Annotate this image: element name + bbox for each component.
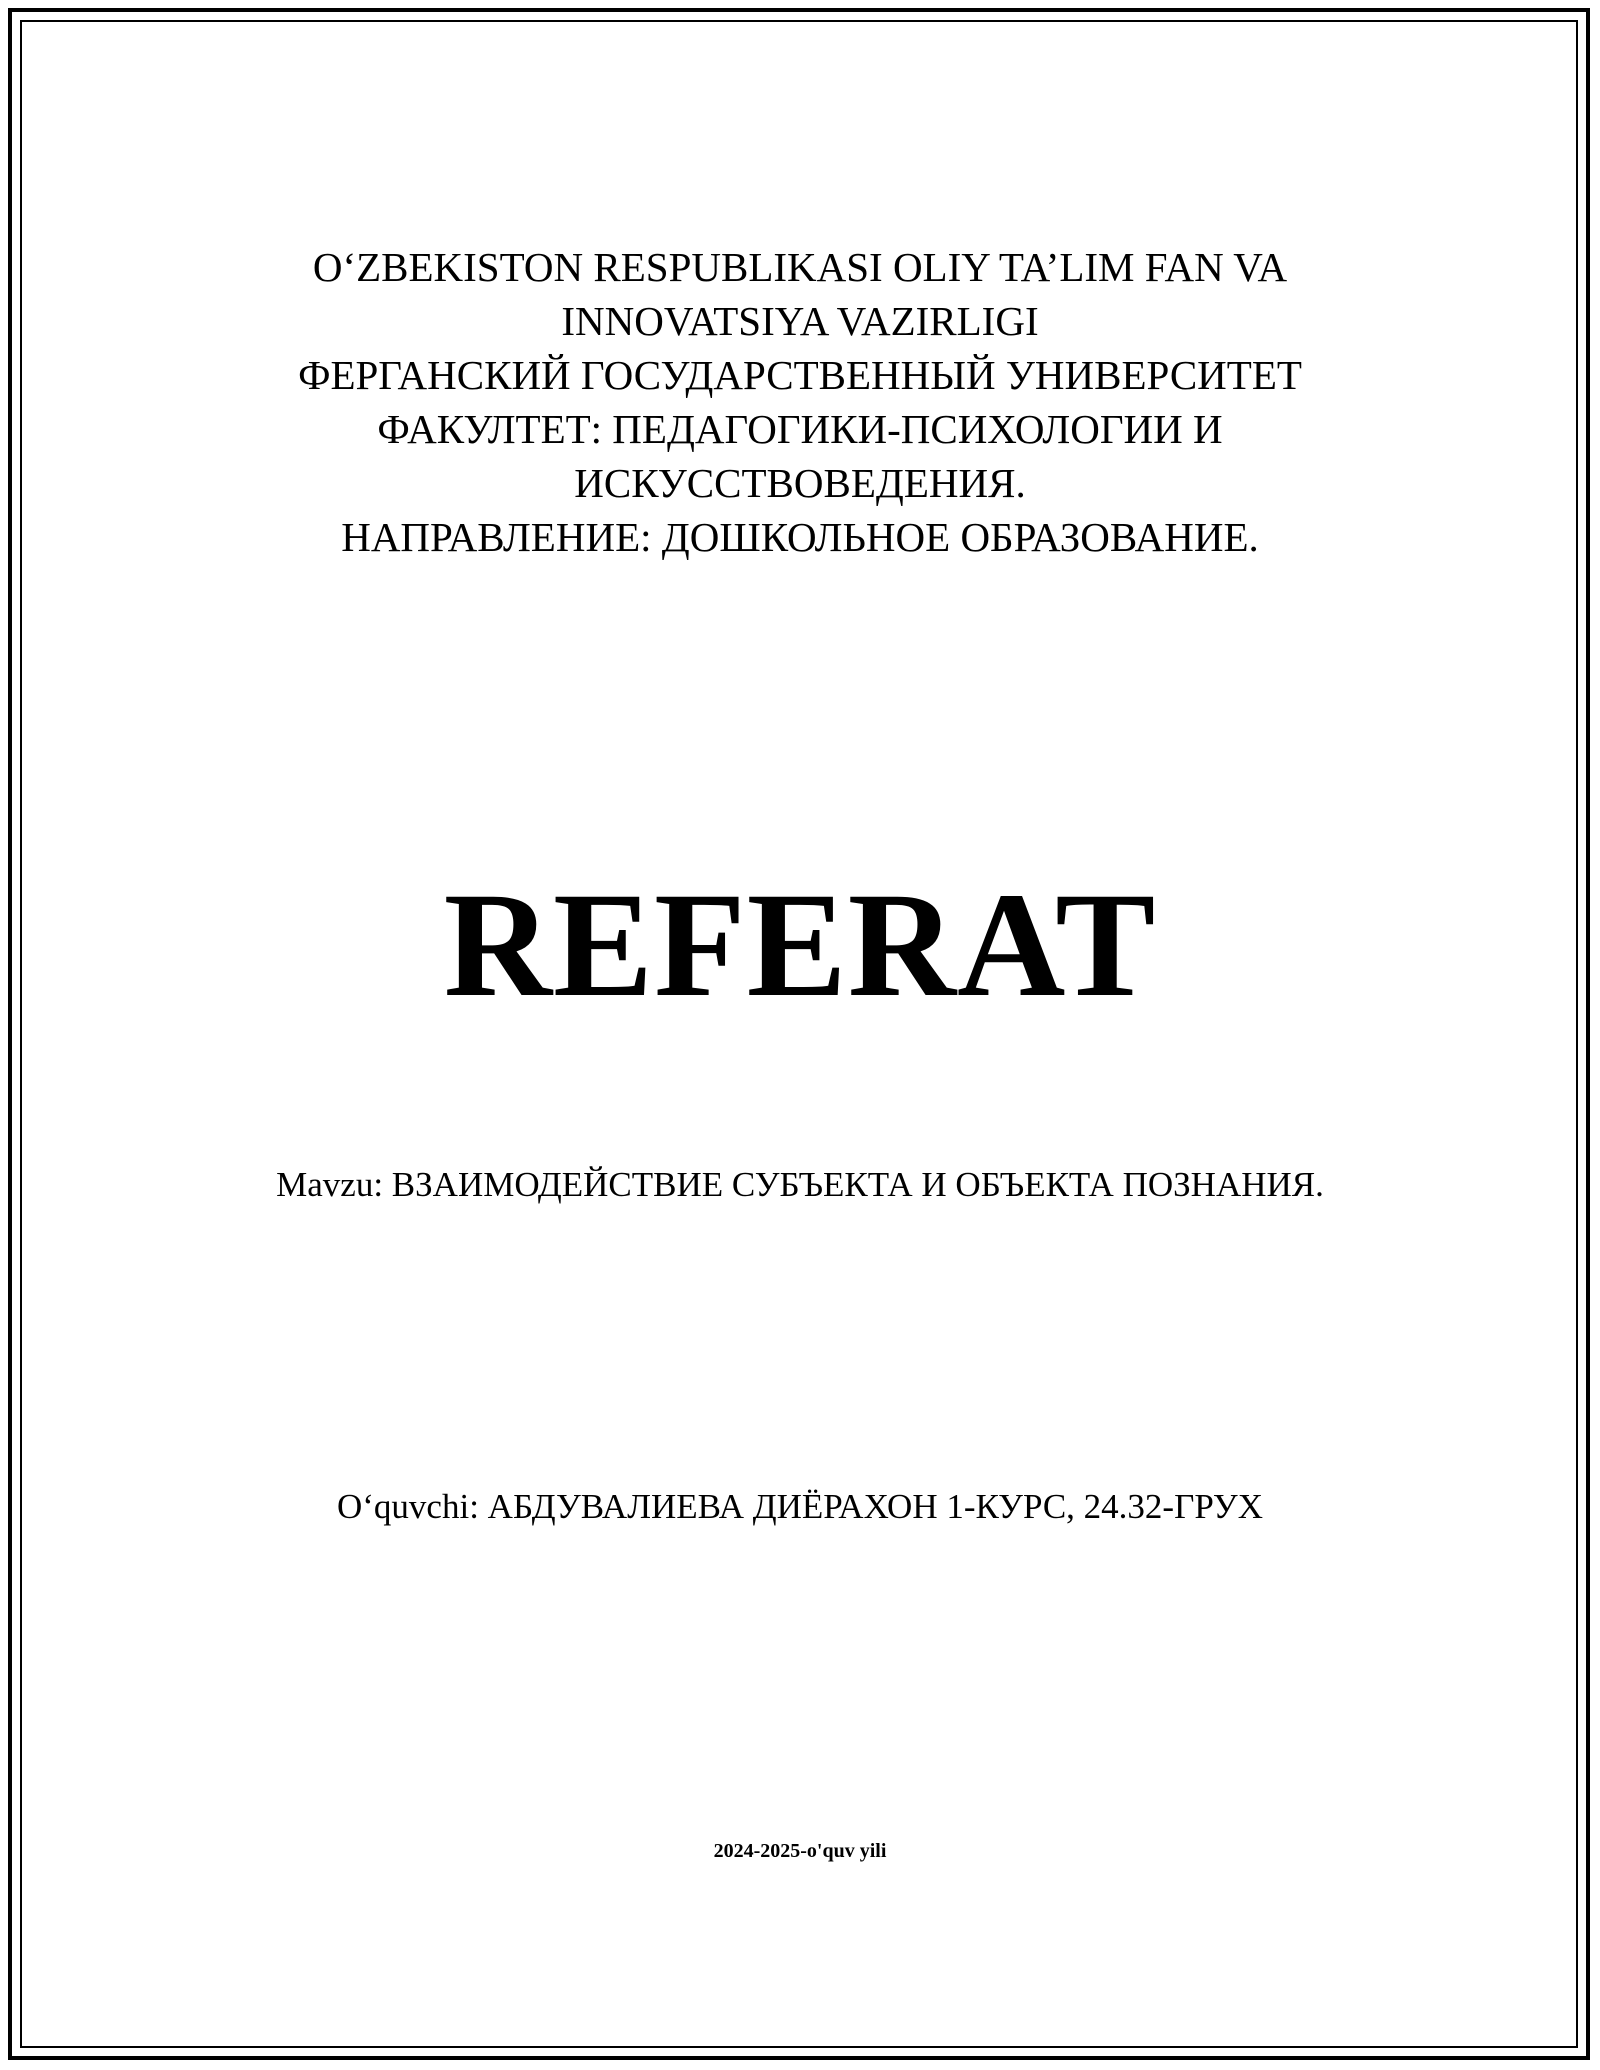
student-line: [0, 1484, 1600, 1530]
header-line-ministry-1: O‘ZBEKISTON RESPUBLIKASI OLIY TA’LIM FAN VA: [312, 244, 1288, 290]
academic-year: 2024-2025-o'quv yili: [713, 1840, 887, 1862]
document-title: REFERAT: [443, 862, 1157, 1028]
topic-line: [0, 1162, 1600, 1208]
student-label: O‘quvchi:: [337, 1487, 479, 1526]
student-value: АБДУВАЛИЕВА ДИЁРАХОН 1-КУРС, 24.32-ГРУХ: [487, 1487, 1263, 1526]
header-line-direction: НАПРАВЛЕНИЕ: ДОШКОЛЬНОЕ ОБРАЗОВАНИЕ.: [341, 514, 1259, 560]
header-line-university: ФЕРГАНСКИЙ ГОСУДАРСТВЕННЫЙ УНИВЕРСИТЕТ: [298, 352, 1302, 398]
institution-header: [0, 240, 1600, 564]
header-line-faculty-2: ИСКУССТВОВЕДЕНИЯ.: [574, 460, 1026, 506]
header-line-ministry-2: INNOVATSIYA VAZIRLIGI: [561, 298, 1039, 344]
topic-label: Mavzu:: [276, 1165, 384, 1204]
topic-value: ВЗАИМОДЕЙСТВИЕ СУБЪЕКТА И ОБЪЕКТА ПОЗНАНИЯ.: [391, 1165, 1324, 1204]
header-line-faculty-1: ФАКУЛТЕТ: ПЕДАГОГИКИ-ПСИХОЛОГИИ И: [377, 406, 1223, 452]
